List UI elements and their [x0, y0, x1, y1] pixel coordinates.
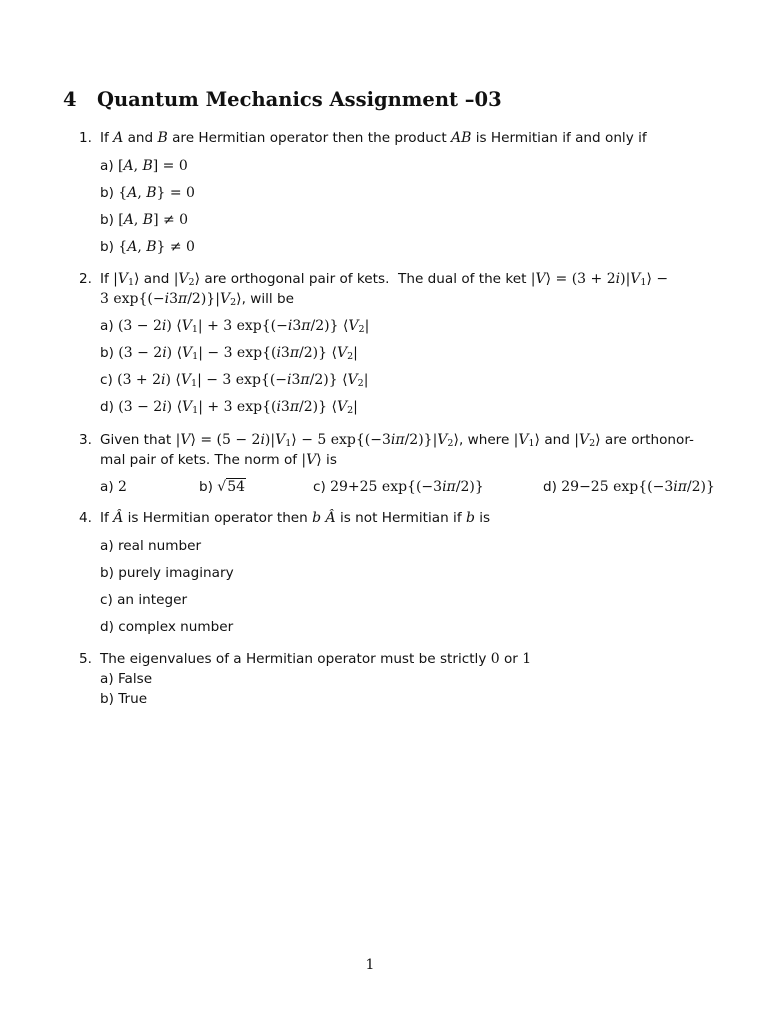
option: b) True [100, 691, 148, 707]
option: a) real number [100, 538, 202, 554]
option: a) [A, B] = 0 [100, 158, 188, 174]
option: a) (3 − 2i) $⟨V_1| + 3$ exp{(−i3π/2)} $⟨V_2|$ [100, 318, 370, 335]
question-text: If A and B are Hermitian operator then the product AB is Hermitian if and only if [100, 130, 647, 146]
option: b) (3 − 2i) $⟨V_1| - 3$ exp{(i3π/2)} $⟨V_2|$ [100, 345, 358, 362]
option: b) {A, B} = 0 [100, 185, 195, 201]
question-text-line-1: Given that |V⟩ = $(5 - 2i)|V_1⟩ - 5$ $\exp\{(-3i\pi/2)\}|V_2⟩$, where $|V_1⟩$ and $|V_2⟩$ are orthonor- [100, 432, 694, 449]
question-text: The eigenvalues of a Hermitian operator must be strictly 0 or 1 [100, 651, 532, 667]
question-text-line-1: If $|V_1⟩$ and $|V_2⟩$ are orthogonal pair of kets. The dual of the ket |V⟩ = $(3 + 2i)|V_1⟩$ − [100, 271, 669, 288]
option: b) purely imaginary [100, 565, 234, 581]
page-number: 1 [365, 957, 375, 973]
option: a) False [100, 671, 153, 687]
option: a) 2 [100, 479, 127, 495]
option: c) (3 + 2i) $⟨V_1| - 3$ exp{(−i3π/2)} $⟨V_2|$ [100, 372, 369, 389]
section-heading [63, 88, 502, 111]
option: b) √54 [199, 479, 246, 495]
option: b) [A, B] ≠ 0 [100, 212, 189, 228]
question-text: If Â is Hermitian operator then b Â is not Hermitian if b is [100, 510, 491, 526]
option: d) (3 − 2i) $⟨V_1| + 3$ exp{(i3π/2)} $⟨V_2|$ [100, 399, 358, 416]
question-number: 1. [79, 130, 92, 146]
question-text-line-2: mal pair of kets. The norm of |V⟩ is [100, 452, 337, 468]
option: d) complex number [100, 619, 234, 635]
option: c) an integer [100, 592, 188, 608]
option: c) 29+25 exp{(−3iπ/2)} [313, 479, 484, 495]
section-title: Quantum Mechanics Assignment –03 [97, 88, 502, 111]
question-number: 5. [79, 651, 92, 667]
section-number: 4 [63, 88, 77, 111]
question-text-line-2: 3 $\exp\{(-i3\pi/2)\}|V_2⟩$, will be [100, 291, 294, 308]
question-number: 2. [79, 271, 92, 287]
question-number: 4. [79, 510, 92, 526]
option: d) 29−25 exp{(−3iπ/2)} [543, 479, 715, 495]
question-number: 3. [79, 432, 92, 448]
option: b) {A, B} ≠ 0 [100, 239, 195, 255]
